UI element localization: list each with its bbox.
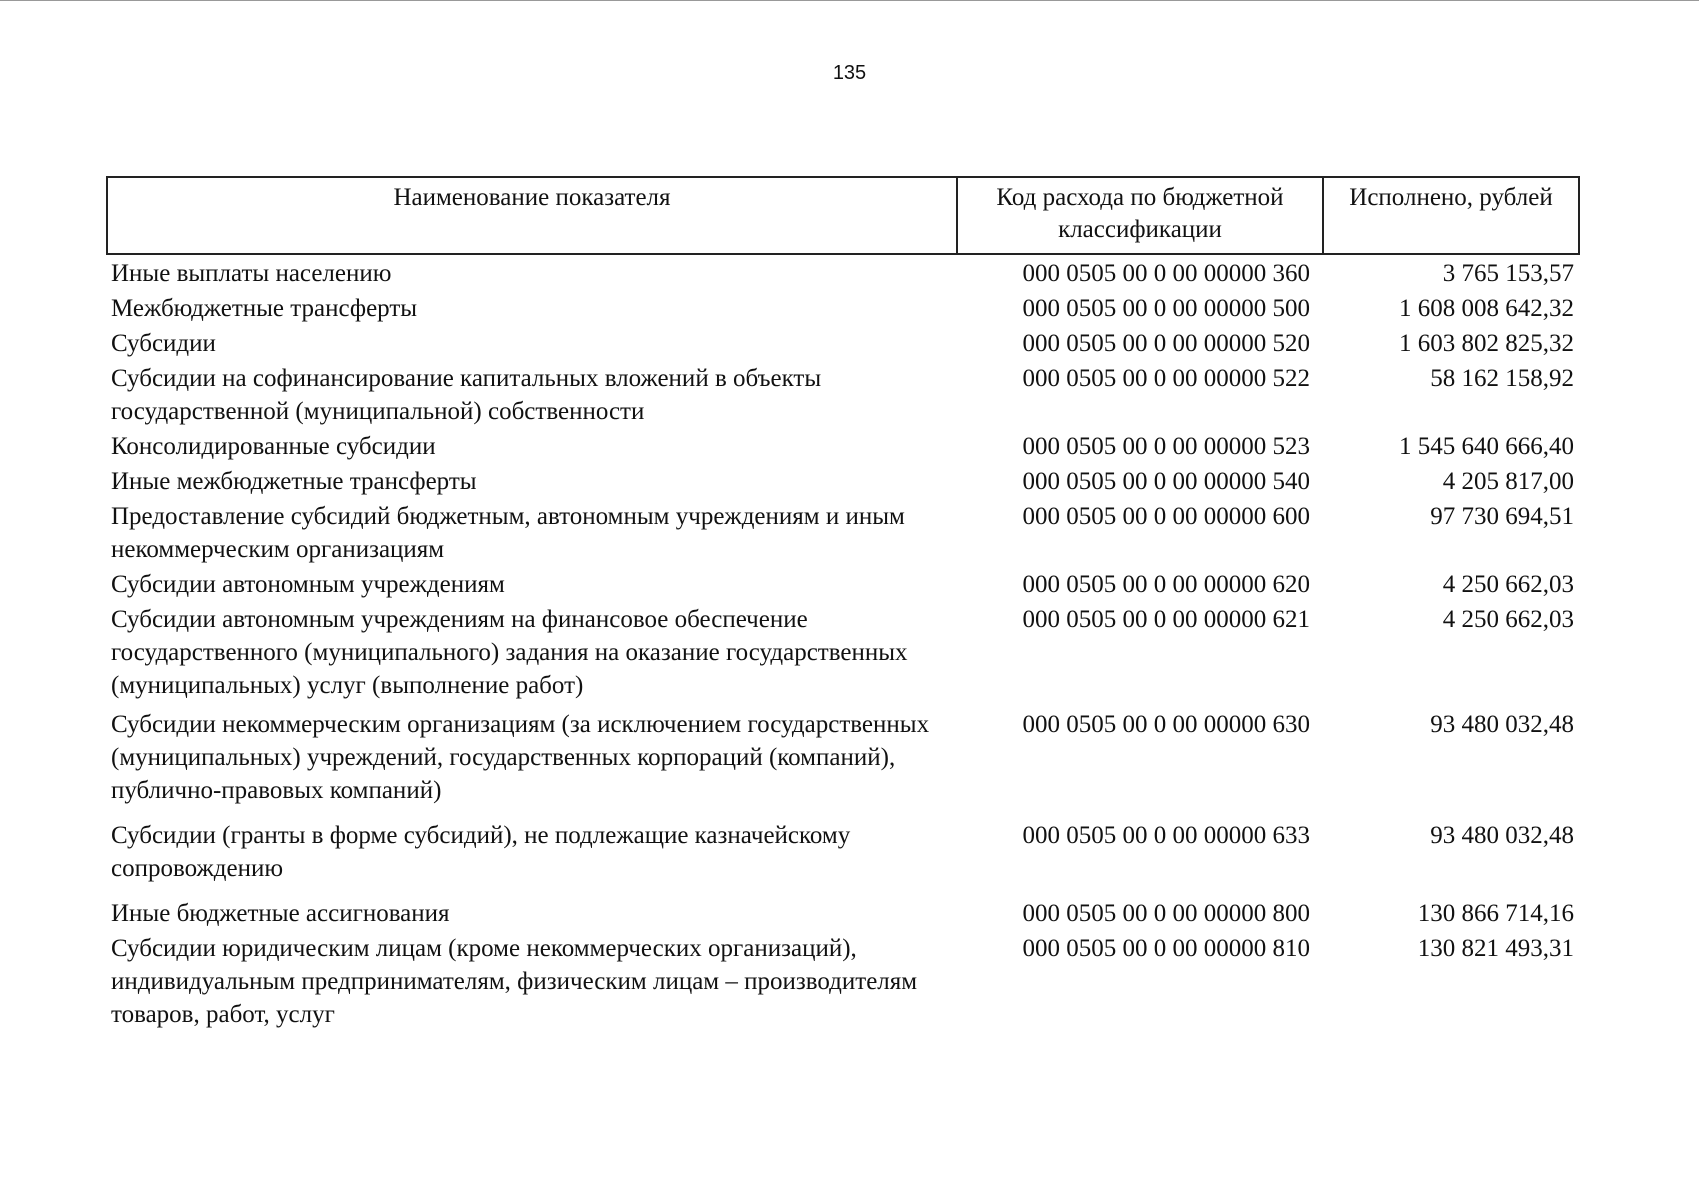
row-code: 000 0505 00 0 00 00000 520 (1022, 330, 1310, 357)
page-number: 135 (832, 62, 867, 84)
row-name: Субсидии автономным учреждениям на финансовое обеспечение государственного (муниципального) задания на оказание государственных (муниципальных) услуг (выполнение работ) (111, 606, 908, 699)
table-row (108, 465, 1578, 498)
row-name: Предоставление субсидий бюджетным, автономным учреждениям и иным некоммерческим организациям (111, 503, 905, 563)
page-top-border (0, 0, 1699, 1)
table-row (108, 257, 1578, 290)
table-row (108, 430, 1578, 463)
row-code: 000 0505 00 0 00 00000 633 (1022, 822, 1310, 849)
row-name: Межбюджетные трансферты (111, 295, 418, 322)
row-code: 000 0505 00 0 00 00000 600 (1022, 503, 1310, 530)
row-name: Консолидированные субсидии (111, 433, 436, 460)
row-amount: 1 608 008 642,32 (1399, 295, 1574, 322)
row-amount: 4 250 662,03 (1442, 571, 1574, 598)
table-row (108, 362, 1578, 428)
row-amount: 93 480 032,48 (1430, 711, 1574, 738)
table-row (108, 819, 1578, 885)
row-code: 000 0505 00 0 00 00000 800 (1022, 900, 1310, 927)
table-header (106, 176, 1580, 255)
row-code: 000 0505 00 0 00 00000 540 (1022, 468, 1310, 495)
row-name: Иные выплаты населению (111, 260, 392, 287)
table-row (108, 500, 1578, 566)
table-row (108, 568, 1578, 601)
row-code: 000 0505 00 0 00 00000 621 (1022, 606, 1310, 633)
row-amount: 1 603 802 825,32 (1399, 330, 1574, 357)
row-code: 000 0505 00 0 00 00000 620 (1022, 571, 1310, 598)
table-row (108, 932, 1578, 1031)
table-body (108, 257, 1578, 1031)
row-code: 000 0505 00 0 00 00000 810 (1022, 935, 1310, 962)
header-name: Наименование показателя (108, 178, 958, 253)
row-code: 000 0505 00 0 00 00000 500 (1022, 295, 1310, 322)
header-code: Код расхода по бюджетной классификации (958, 178, 1324, 253)
row-amount: 130 866 714,16 (1417, 900, 1574, 927)
row-code: 000 0505 00 0 00 00000 522 (1022, 365, 1310, 392)
row-amount: 58 162 158,92 (1430, 365, 1574, 392)
row-name: Субсидии юридическим лицам (кроме некоммерческих организаций), индивидуальным предпринимателям, физическим лицам – производителям товаров, работ, услуг (111, 935, 918, 1028)
row-code: 000 0505 00 0 00 00000 630 (1022, 711, 1310, 738)
header-amount: Исполнено, рублей (1349, 184, 1553, 211)
row-code: 000 0505 00 0 00 00000 360 (1022, 260, 1310, 287)
row-amount: 1 545 640 666,40 (1399, 433, 1574, 460)
row-name: Субсидии на софинансирование капитальных вложений в объекты государственной (муниципальной) собственности (111, 365, 822, 425)
table-row (108, 603, 1578, 702)
row-name: Иные межбюджетные трансферты (111, 468, 477, 495)
row-amount: 4 250 662,03 (1442, 606, 1574, 633)
row-name: Иные бюджетные ассигнования (111, 900, 450, 927)
row-name: Субсидии (гранты в форме субсидий), не подлежащие казначейскому сопровождению (111, 822, 851, 882)
table-row (108, 897, 1578, 930)
row-amount: 93 480 032,48 (1430, 822, 1574, 849)
row-amount: 97 730 694,51 (1430, 503, 1574, 530)
table-row (108, 292, 1578, 325)
row-amount: 4 205 817,00 (1442, 468, 1574, 495)
table-row (108, 327, 1578, 360)
row-name: Субсидии автономным учреждениям (111, 571, 505, 598)
row-amount: 130 821 493,31 (1417, 935, 1574, 962)
row-amount: 3 765 153,57 (1442, 260, 1574, 287)
row-name: Субсидии некоммерческим организациям (за исключением государственных (муниципальных) учреждений, государственных корпораций (компаний), публично-правовых компаний) (111, 711, 930, 804)
table-row (108, 708, 1578, 807)
row-name: Субсидии (111, 330, 216, 357)
row-code: 000 0505 00 0 00 00000 523 (1022, 433, 1310, 460)
